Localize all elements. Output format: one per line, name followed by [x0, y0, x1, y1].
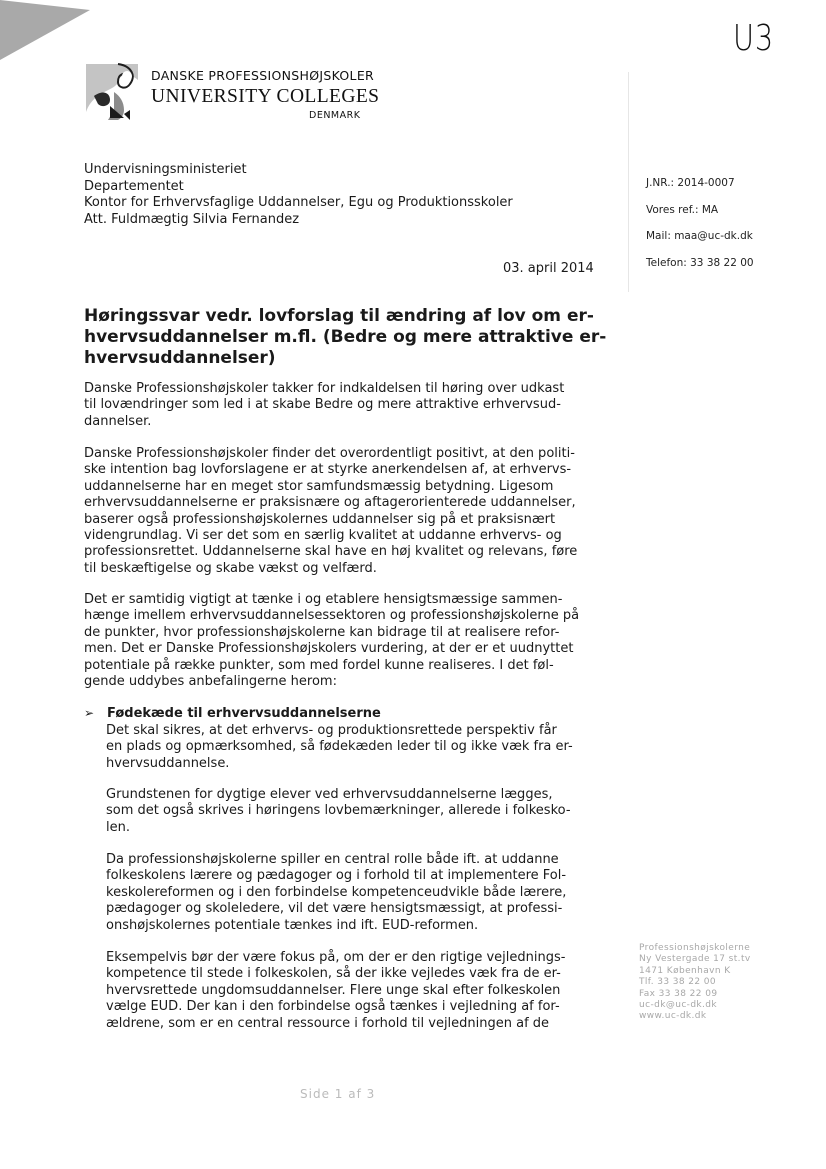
letterhead-country: DENMARK — [309, 110, 361, 121]
text-line: baserer også professionshøjskolernes uddannelser sig på et praksisnært — [84, 511, 556, 527]
page-number: Side 1 af 3 — [300, 1087, 376, 1101]
text-line: videngrundlag. Vi ser det som en særlig kvalitet at uddanne erhvervs- og — [84, 528, 562, 544]
text-line: men. Det er Danske Professionshøjskolers vurdering, at der er et uudnyttet — [84, 641, 574, 657]
recipient-line: Departementet — [84, 178, 184, 194]
text-line: ældrene, som er en central ressource i forhold til vejledningen af de — [106, 1015, 550, 1031]
phone-number: Telefon: 33 38 22 00 — [646, 256, 754, 269]
text-line: onshøjskolernes potentiale tænkes ind ift. EUD-reformen. — [106, 917, 479, 933]
paragraph-2 — [84, 446, 577, 577]
recipient-line: Att. Fuldmægtig Silvia Fernandez — [84, 211, 300, 227]
journal-number: J.NR.: 2014-0007 — [646, 177, 735, 189]
text-line: som det også skrives i høringens lovbemærkninger, allerede i folkesko- — [106, 803, 571, 819]
text-line: til beskæftigelse og skabe vækst og velfærd. — [84, 560, 377, 576]
title-line: hvervsuddannelser m.fl. (Bedre og mere attraktive er- — [84, 327, 607, 347]
text-line: til lovændringer som led i at skabe Bedre og mere attraktive erhvervsud- — [84, 397, 561, 413]
text-line: pædagoger og skoleledere, vil det være hensigtsmæssigt, at professi- — [106, 901, 563, 917]
text-line: Det skal sikres, at det erhvervs- og produktionsrettede perspektiv får — [106, 723, 557, 738]
text-line: ske intention bag lovforslagene er at styrke anerkendelsen af, at erhvervs- — [84, 462, 572, 478]
text-line: uddannelserne har en meget stor samfundsmæssig betydning. Ligesom — [84, 478, 554, 494]
text-line: Da professionshøjskolerne spiller en central rolle både ift. at uddanne — [106, 852, 559, 867]
text-line: hvervsuddannelse. — [106, 755, 230, 771]
stamp-line: uc-dk@uc-dk.dk — [639, 1000, 718, 1011]
stamp-line: Tlf. 33 38 22 00 — [639, 977, 717, 988]
text-line: potentiale på række punkter, som med fordel kunne realiseres. I det føl- — [84, 657, 554, 673]
stamp-line: Professionshøjskolerne — [639, 943, 751, 953]
bullet-intro — [106, 723, 573, 772]
paragraph-1 — [84, 381, 564, 430]
text-line: hvervsrettede ungdomsuddannelser. Flere unge skal efter folkeskolen — [106, 982, 561, 998]
stamp-line: 1471 København K — [639, 965, 731, 976]
text-line: en plads og opmærksomhed, så fødekæden leder til og ikke væk fra er- — [106, 739, 573, 755]
text-line: erhvervsuddannelserne er praksisnære og aftagerorienterede uddannelser, — [84, 495, 576, 511]
section-heading: Fødekæde til erhvervsuddannelserne — [107, 706, 381, 721]
bullet-paragraph-4 — [106, 950, 565, 1032]
text-line: Grundstenen for dygtige elever ved erhvervsuddannelserne lægges, — [106, 787, 553, 802]
text-line: folkeskolens lærere og pædagoger og i forhold til at implementere Fol- — [106, 868, 567, 884]
handwritten-note: U3 — [733, 18, 775, 59]
text-line: professionsrettet. Uddannelserne skal have en høj kvalitet og relevans, føre — [84, 544, 578, 560]
letter-date: 03. april 2014 — [503, 261, 594, 276]
text-line: vælge EUD. Der kan i den forbindelse også tænkes i vejledning af for- — [106, 999, 560, 1015]
university-colleges-logo-icon — [84, 62, 140, 122]
letter-title — [84, 306, 607, 369]
mail-address: Mail: maa@uc-dk.dk — [646, 230, 753, 242]
reference-info — [646, 177, 754, 283]
recipient-line: Kontor for Erhvervsfaglige Uddannelser, Egu og Produktionsskoler — [84, 195, 513, 210]
bullet-arrow-icon: ➢ — [84, 706, 95, 720]
text-line: gende uddybes anbefalingerne herom: — [84, 674, 337, 690]
text-line: Eksempelvis bør der være fokus på, om der er den rigtige vejlednings- — [106, 950, 566, 965]
stamp-line: Ny Vestergade 17 st.tv — [639, 954, 751, 965]
title-line: hvervsuddannelser) — [84, 348, 276, 368]
text-line: Det er samtidig vigtigt at tænke i og etablere hensigtsmæssige sammen- — [84, 592, 563, 607]
letterhead-university-colleges: UNIVERSITY COLLEGES — [151, 86, 380, 107]
stamp-line: Fax 33 38 22 09 — [639, 988, 718, 999]
recipient-address — [84, 162, 513, 228]
text-line: de punkter, hvor professionshøjskolerne kan bidrage til at realisere refor- — [84, 624, 560, 640]
text-line: Danske Professionshøjskoler takker for indkaldelsen til høring over udkast — [84, 381, 565, 396]
stamp-line: www.uc-dk.dk — [639, 1011, 707, 1022]
margin-divider — [628, 72, 629, 292]
text-line: Danske Professionshøjskoler finder det overordentligt positivt, at den politi- — [84, 446, 575, 461]
sender-address-stamp — [639, 943, 751, 1023]
text-line: kompetence til stede i folkeskolen, så der ikke vejledes væk fra de er- — [106, 966, 561, 982]
bullet-paragraph-3 — [106, 852, 566, 934]
paragraph-3 — [84, 592, 579, 690]
title-line: Høringssvar vedr. lovforslag til ændring af lov om er- — [84, 306, 594, 326]
text-line: hænge imellem erhvervsuddannelsessektoren og professionshøjskolerne på — [84, 608, 580, 624]
text-line: len. — [106, 819, 130, 835]
scan-corner-triangle — [0, 0, 92, 62]
letterhead-org-name: DANSKE PROFESSIONSHØJSKOLER — [151, 68, 374, 83]
our-reference: Vores ref.: MA — [646, 203, 719, 216]
text-line: dannelser. — [84, 413, 152, 429]
recipient-line: Undervisningsministeriet — [84, 162, 247, 177]
text-line: keskolereformen og i den forbindelse kompetenceudvikle både lærere, — [106, 884, 567, 900]
bullet-paragraph-2 — [106, 787, 571, 836]
